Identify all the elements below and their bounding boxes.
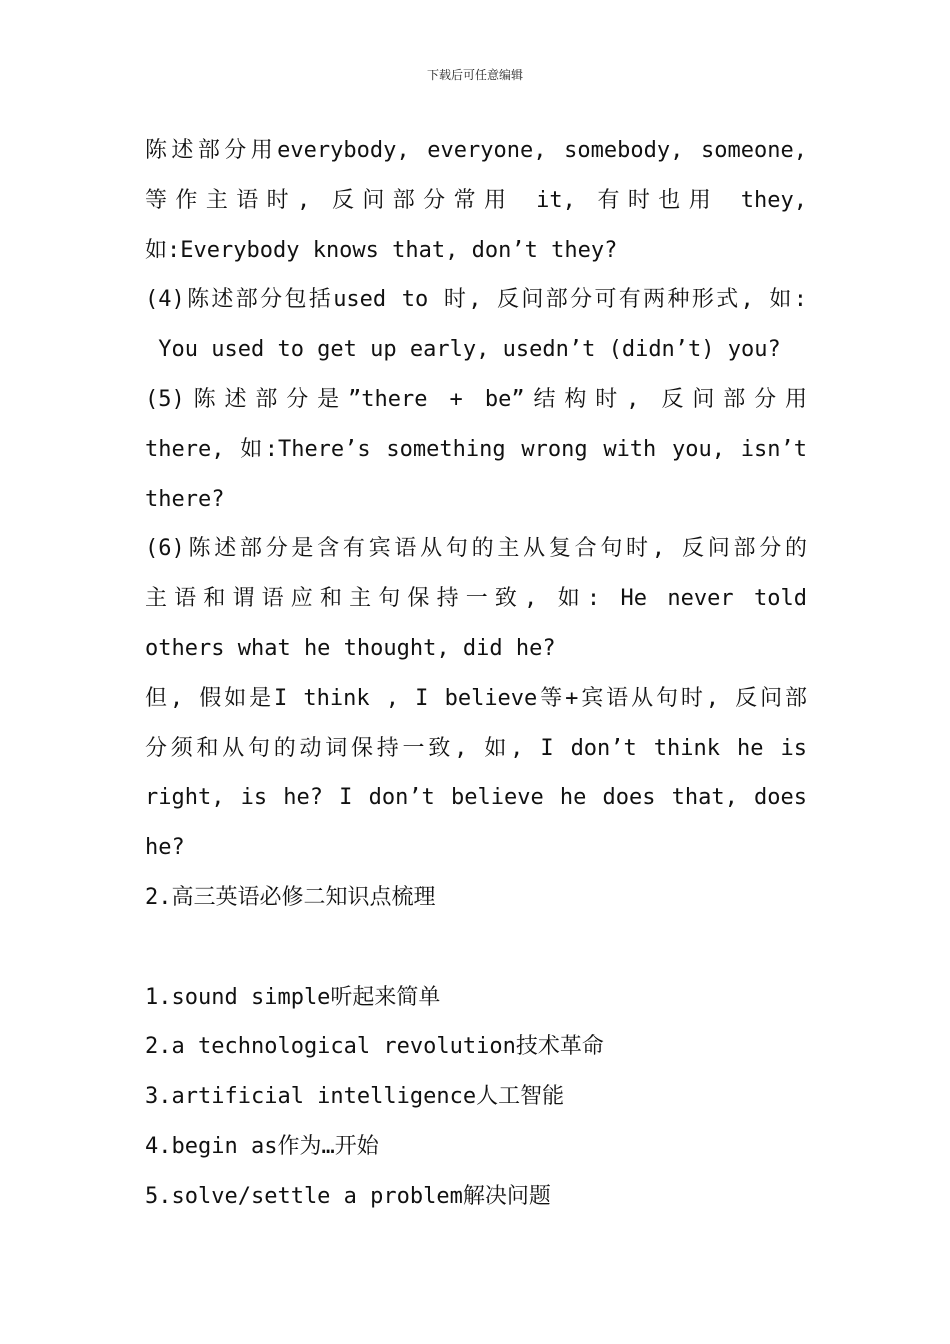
text-line: 主语和谓语应和主句保持一致, 如: He never told [145, 586, 807, 612]
text-line: (5)陈述部分是”there + be”结构时, 反问部分用 [145, 386, 807, 412]
list-item: 1.sound simple听起来简单 [145, 984, 441, 1010]
page-header: 下载后可任意编辑 [426, 68, 523, 82]
text-line: 等作主语时, 反问部分常用 it, 有时也用 they, [145, 187, 807, 213]
blank-line [145, 923, 807, 973]
list-item: 5.solve/settle a problem解决问题 [145, 1183, 551, 1209]
text-line: there, 如:There’s something wrong with you, isn’t [145, 436, 807, 462]
text-line: others what he thought, did he? [145, 635, 556, 661]
list-item: 4.begin as作为…开始 [145, 1133, 379, 1159]
text-line: 陈述部分用everybody, everyone, somebody, someone, [145, 138, 807, 163]
text-line: there? [145, 486, 225, 512]
section-heading: 2.高三英语必修二知识点梳理 [145, 884, 436, 910]
list-item: 2.a technological revolution技术革命 [145, 1034, 604, 1060]
text-line: (4)陈述部分包括used to 时, 反问部分可有两种形式, 如: [145, 287, 807, 313]
list-item: 3.artificial intelligence人工智能 [145, 1084, 565, 1110]
document-body [145, 126, 807, 1222]
text-line: 如:Everybody knows that, don’t they? [145, 237, 618, 263]
text-line: he? [145, 835, 185, 861]
text-line: 但, 假如是I think , I believe等+宾语从句时, 反问部 [145, 685, 807, 711]
text-line: You used to get up early, usedn’t (didn’t) you? [145, 337, 781, 363]
text-line: right, is he? I don’t believe he does that, does [145, 785, 807, 811]
text-line: 分须和从句的动词保持一致, 如, I don’t think he is [145, 735, 807, 761]
text-line: (6)陈述部分是含有宾语从句的主从复合句时, 反问部分的 [145, 536, 807, 562]
